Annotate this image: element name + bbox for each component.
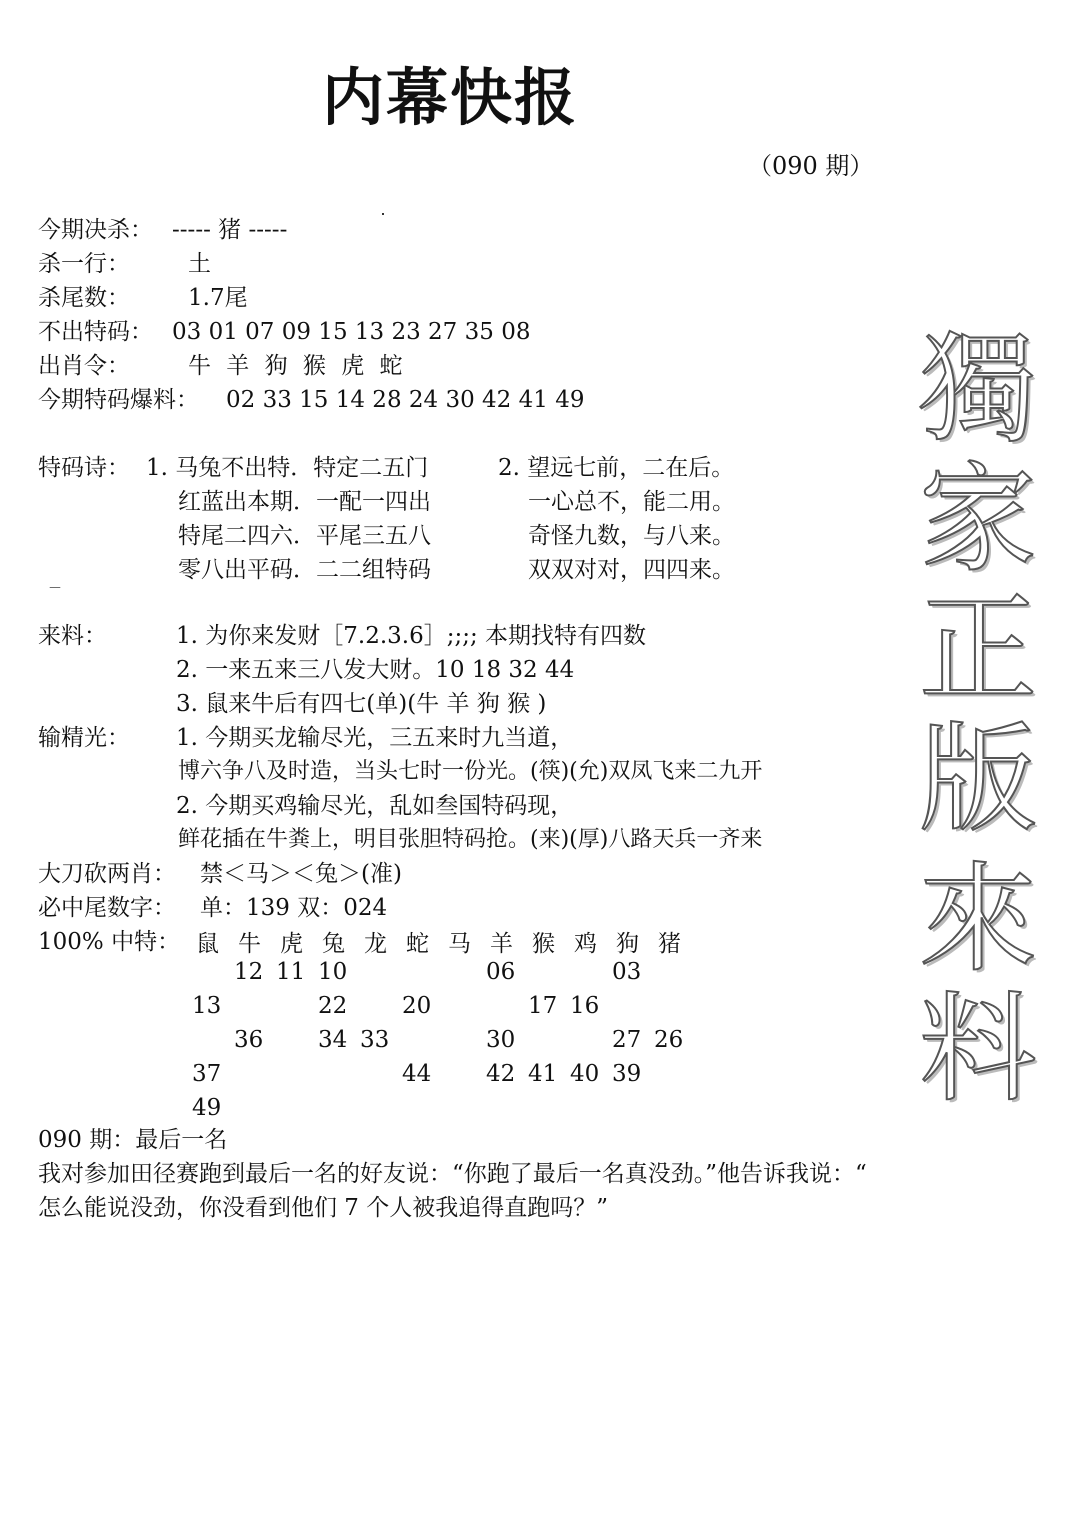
grid-number: 12 (234, 959, 264, 985)
row-element-label: 杀一行： (38, 251, 130, 277)
grid-number: 13 (192, 993, 222, 1019)
row-kill-label: 今期决杀： (38, 217, 153, 243)
zodiac-header: 猴 (532, 931, 555, 957)
grid-number: 10 (318, 959, 348, 985)
poem-right-line: 奇怪九数，与八来。 (528, 523, 735, 549)
zodiac-header: 羊 (490, 931, 513, 957)
grid-number: 39 (612, 1061, 642, 1087)
row-tail-value: 1.7尾 (188, 285, 248, 311)
stamp-char: 獨 (918, 320, 1037, 458)
grid-number: 42 (486, 1061, 516, 1087)
grid-number: 22 (318, 993, 348, 1019)
zodiac-header: 狗 (616, 931, 639, 957)
laoliao-item: 2. 一来五来三八发大财。10 18 32 44 (176, 657, 575, 683)
zodiac-header: 兔 (322, 931, 345, 957)
bizhong-value: 单：139 双：024 (200, 895, 388, 921)
row-zodiac-order-value: 牛 羊 狗 猴 虎 蛇 (188, 353, 407, 379)
zodiac-header: 鼠 (196, 931, 219, 957)
zodiac-header: 牛 (238, 931, 261, 957)
grid-number: 06 (486, 959, 516, 985)
stamp-char: 來 (918, 850, 1037, 988)
poem-right-line: 双双对对，四四来。 (528, 557, 735, 583)
zodiac-header: 马 (448, 931, 471, 957)
grid-number: 11 (276, 959, 306, 985)
poem-left-line: 红蓝出本期．一配一四出 (178, 489, 431, 515)
grid-number: 30 (486, 1027, 516, 1053)
poem-right-line: 一心总不，能二用。 (528, 489, 735, 515)
poem-left-line: 1. 马兔不出特．特定二五门 (146, 455, 429, 481)
stamp-char: 正 (918, 580, 1037, 718)
shujing-line: 1. 今期买龙输尽光，三五来时九当道， (176, 725, 574, 751)
te100-label: 100% 中特： (38, 929, 181, 955)
grid-number: 20 (402, 993, 432, 1019)
joke-line: 怎么能说没劲，你没看到他们 7 个人被我追得直跑吗？” (38, 1195, 609, 1221)
small-mark: － (48, 581, 62, 597)
stamp-char: 版 (918, 710, 1037, 848)
row-zodiac-order-label: 出肖令： (38, 353, 130, 379)
stamp-char: 家 (918, 450, 1037, 588)
poem-right-line: 2. 望远七前，二在后。 (498, 455, 735, 481)
shujing-label: 输精光： (38, 725, 130, 751)
row-tail-label: 杀尾数： (38, 285, 130, 311)
grid-number: 26 (654, 1027, 684, 1053)
shujing-line: 博六争八及时造，当头七时一份光。(筷)(允)双凤飞来二九开 (178, 759, 763, 784)
grid-number: 03 (612, 959, 642, 985)
row-tips-value: 02 33 15 14 28 24 30 42 41 49 (226, 387, 585, 413)
dadao-value: 禁＜马＞＜兔＞(准) (200, 861, 402, 887)
row-element-value: 土 (188, 251, 211, 277)
zodiac-header: 龙 (364, 931, 387, 957)
grid-number: 27 (612, 1027, 642, 1053)
zodiac-header: 猪 (658, 931, 681, 957)
grid-number: 36 (234, 1027, 264, 1053)
page-title: 内幕快报 (322, 61, 579, 134)
zodiac-header: 鸡 (574, 931, 597, 957)
grid-number: 16 (570, 993, 600, 1019)
issue-number: （090 期） (748, 152, 874, 180)
grid-number: 34 (318, 1027, 348, 1053)
row-exclude-label: 不出特码： (38, 319, 153, 345)
laoliao-label: 来料： (38, 623, 107, 649)
grid-number: 37 (192, 1061, 222, 1087)
zodiac-header: 虎 (280, 931, 303, 957)
stray-dot (382, 213, 384, 215)
poem-left-line: 零八出平码．二二组特码 (178, 557, 431, 583)
row-exclude-value: 03 01 07 09 15 13 23 27 35 08 (172, 319, 531, 345)
grid-number: 41 (528, 1061, 558, 1087)
laoliao-item: 1. 为你来发财［7.2.3.6］;;;; 本期找特有四数 (176, 623, 647, 649)
laoliao-item: 3. 鼠来牛后有四七(单)(牛 羊 狗 猴 ) (176, 691, 547, 717)
joke-line: 我对参加田径赛跑到最后一名的好友说：“你跑了最后一名真没劲。”他告诉我说：“ (38, 1161, 867, 1187)
grid-number: 44 (402, 1061, 432, 1087)
grid-number: 40 (570, 1061, 600, 1087)
stamp-char: 料 (918, 980, 1037, 1118)
row-kill-value: ----- 猪 ----- (172, 217, 288, 243)
row-tips-label: 今期特码爆料： (38, 387, 199, 413)
bizhong-label: 必中尾数字： (38, 895, 176, 921)
joke-title: 090 期：最后一名 (38, 1127, 228, 1153)
shujing-line: 2. 今期买鸡输尽光，乱如叁国特码现， (176, 793, 574, 819)
grid-number: 17 (528, 993, 558, 1019)
shujing-line: 鲜花插在牛粪上，明目张胆特码抢。(来)(厚)八路天兵一齐来 (178, 827, 763, 852)
poem-left-line: 特尾二四六．平尾三五八 (178, 523, 431, 549)
zodiac-header: 蛇 (406, 931, 429, 957)
dadao-label: 大刀砍两肖： (38, 861, 176, 887)
grid-number: 33 (360, 1027, 390, 1053)
grid-number: 49 (192, 1095, 222, 1121)
poem-label: 特码诗： (38, 455, 130, 481)
